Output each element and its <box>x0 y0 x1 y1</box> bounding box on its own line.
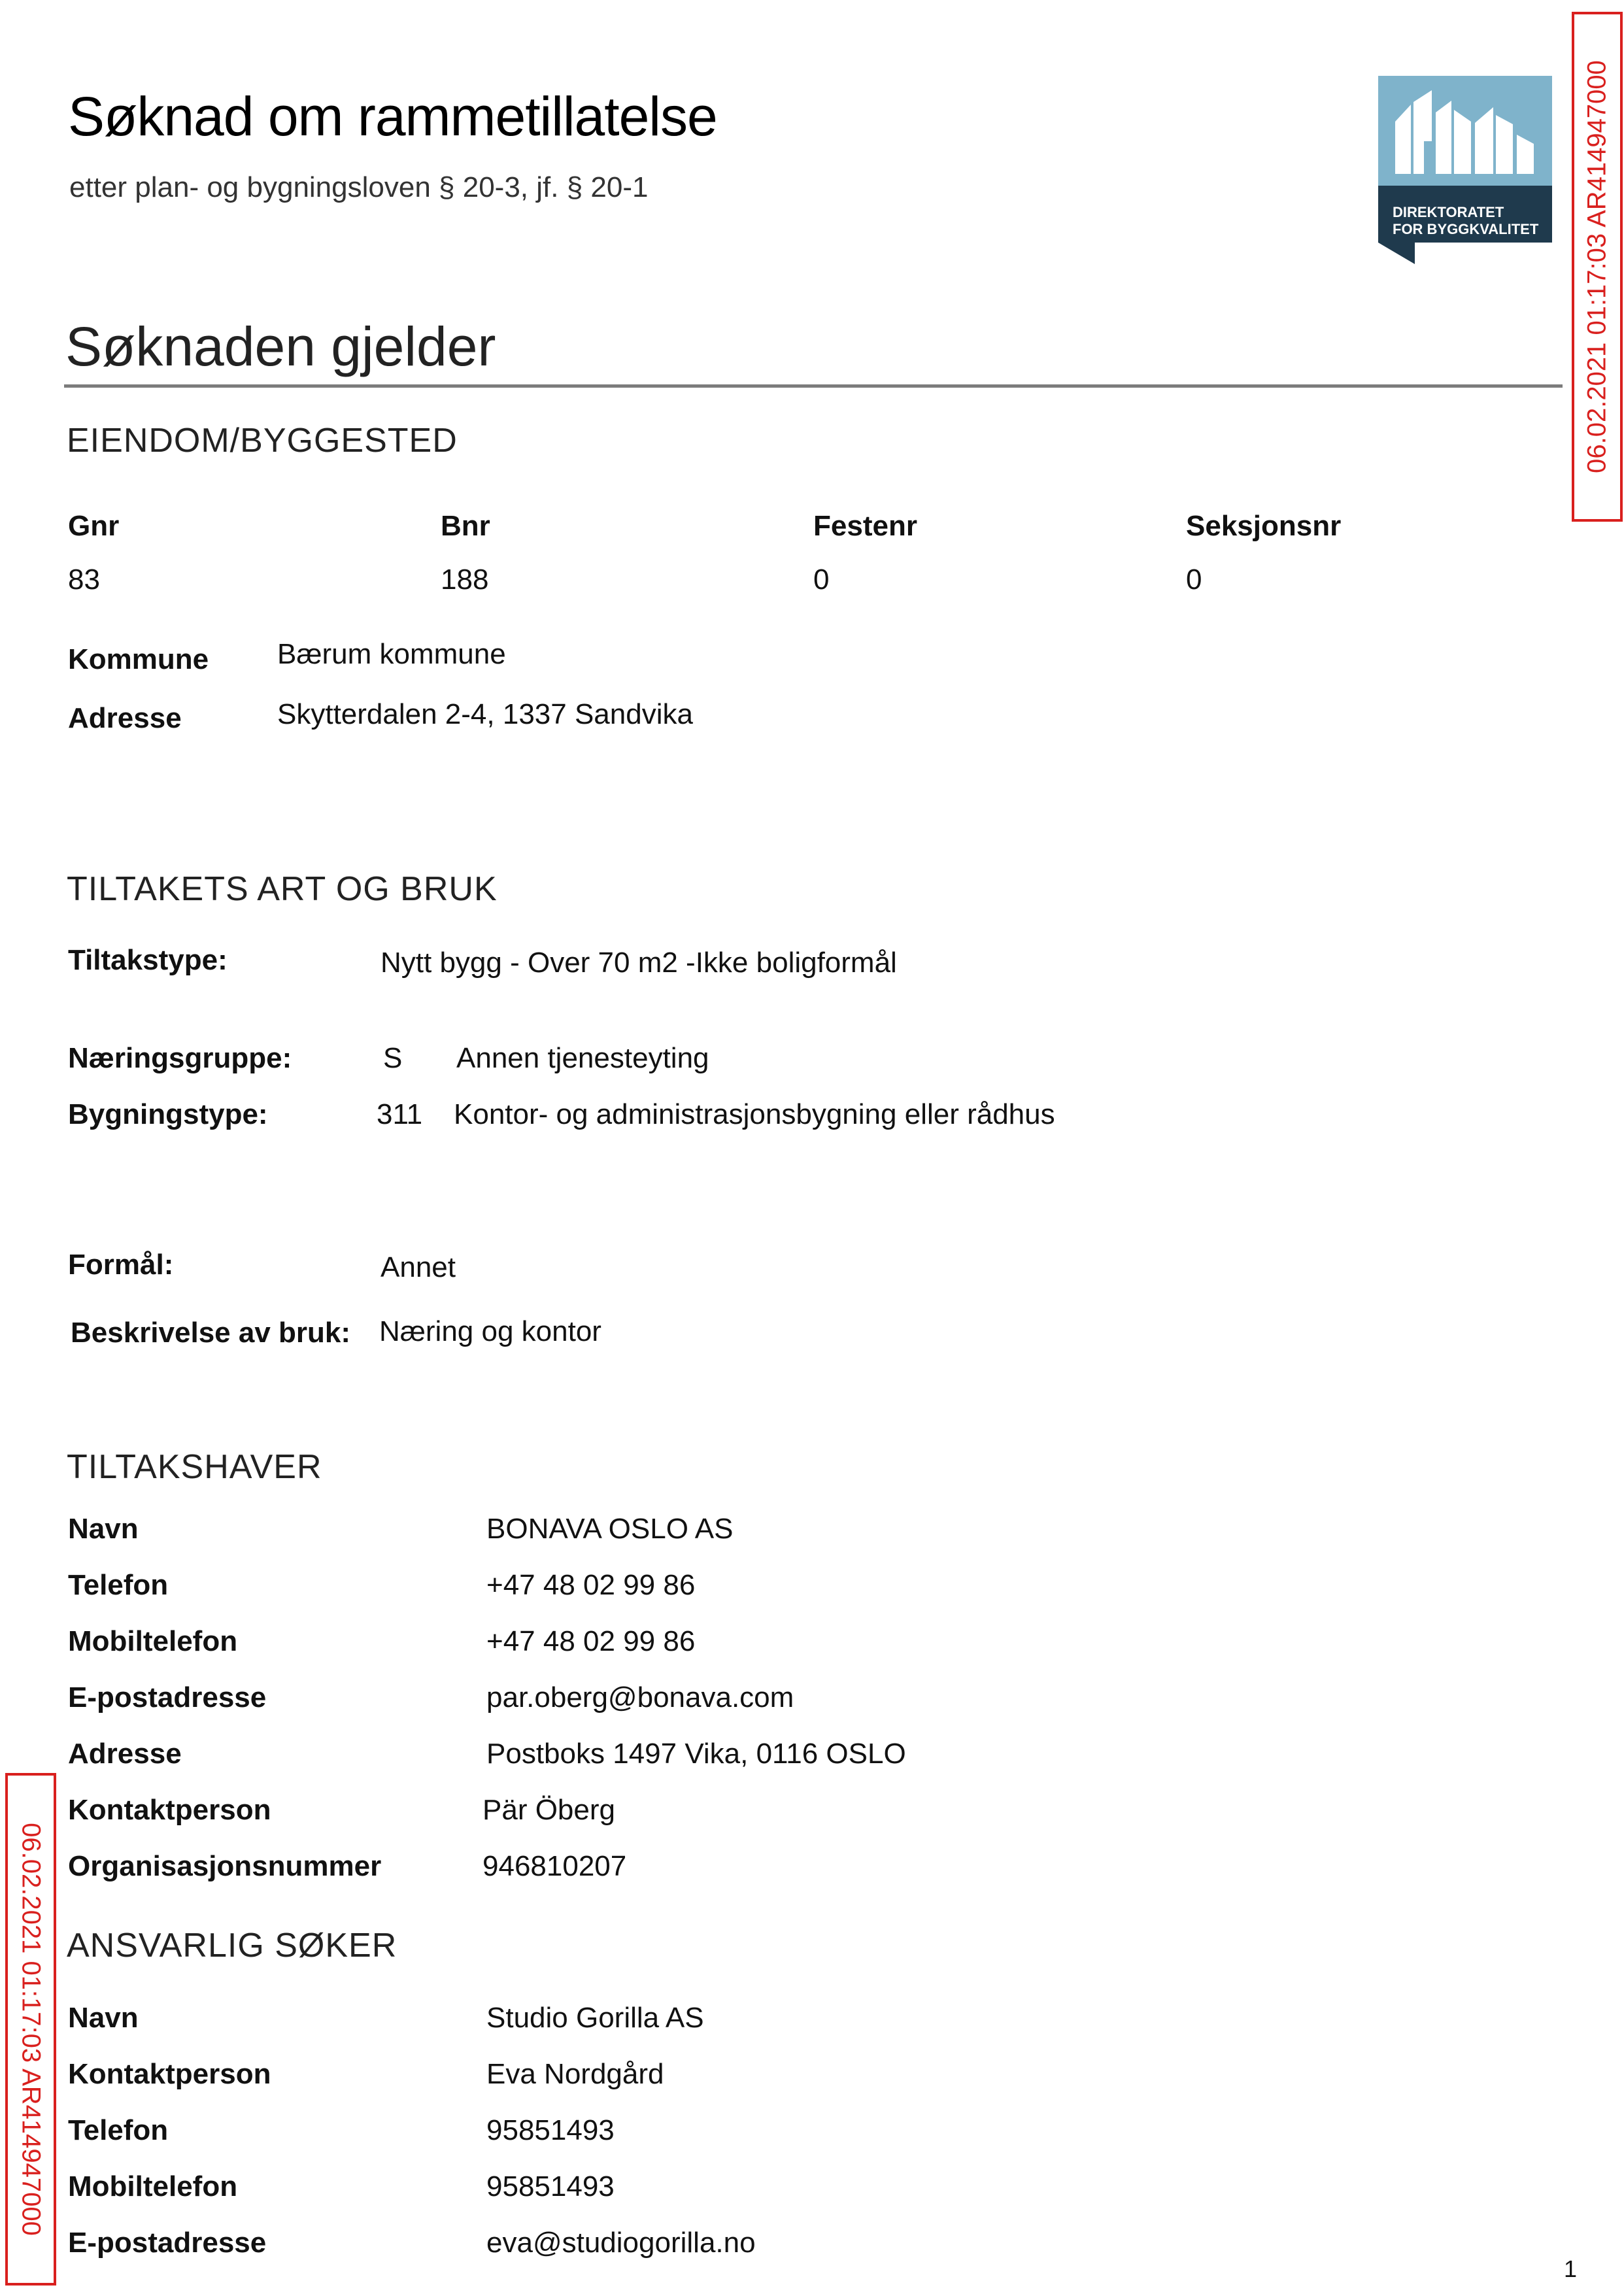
page-number: 1 <box>1564 2255 1578 2282</box>
bygningstype-code: 311 <box>377 1098 423 1130</box>
formal-label: Formål: <box>68 1249 174 1281</box>
adresse-value: Skytterdalen 2-4, 1337 Sandvika <box>277 698 693 730</box>
tiltakshaver-navn-label: Navn <box>68 1513 139 1545</box>
tiltakstype-label: Tiltakstype: <box>68 944 228 976</box>
soker-navn-value: Studio Gorilla AS <box>486 2002 704 2034</box>
soker-telefon-value: 95851493 <box>486 2114 615 2146</box>
bygningstype-value: Kontor- og administrasjonsbygning eller rådhus <box>454 1098 1055 1130</box>
stamp-text: 06.02.2021 01:17:03 AR414947000 <box>16 1823 46 2236</box>
tiltakshaver-kontaktperson-value: Pär Öberg <box>482 1794 615 1826</box>
soker-epost-label: E-postadresse <box>68 2227 267 2259</box>
adresse-label: Adresse <box>68 702 182 734</box>
received-stamp-top <box>1572 12 1623 522</box>
naeringsgruppe-label: Næringsgruppe: <box>68 1042 292 1074</box>
soker-telefon-label: Telefon <box>68 2114 169 2146</box>
dibk-logo <box>1378 76 1552 264</box>
tiltakshaver-orgnr-label: Organisasjonsnummer <box>68 1850 382 1882</box>
seksjonsnr-header: Seksjonsnr <box>1186 510 1342 542</box>
soker-kontaktperson-label: Kontaktperson <box>68 2058 271 2090</box>
tiltakshaver-orgnr-value: 946810207 <box>482 1850 627 1882</box>
formal-value: Annet <box>381 1251 456 1283</box>
logo-text-line2: FOR BYGGKVALITET <box>1393 221 1539 237</box>
naeringsgruppe-code: S <box>383 1042 403 1074</box>
soker-mobil-label: Mobiltelefon <box>68 2170 238 2202</box>
section-main-heading: Søknaden gjelder <box>65 316 496 377</box>
tiltakshaver-adresse-label: Adresse <box>68 1738 182 1770</box>
soker-navn-label: Navn <box>68 2002 139 2034</box>
naeringsgruppe-value: Annen tjenesteyting <box>456 1042 709 1074</box>
soker-epost-value: eva@studiogorilla.no <box>486 2227 756 2259</box>
stamp-text: 06.02.2021 01:17:03 AR414947000 <box>1582 60 1612 473</box>
beskrivelse-label: Beskrivelse av bruk: <box>71 1317 351 1349</box>
ansvarlig-soker-heading: ANSVARLIG SØKER <box>67 1927 398 1965</box>
festenr-value: 0 <box>813 564 830 596</box>
tiltakshaver-mobil-value: +47 48 02 99 86 <box>486 1625 696 1657</box>
document-title: Søknad om rammetillatelse <box>68 86 717 147</box>
tiltakshaver-telefon-label: Telefon <box>68 1569 169 1601</box>
seksjonsnr-value: 0 <box>1186 564 1202 596</box>
tiltakshaver-heading: TILTAKSHAVER <box>67 1448 322 1486</box>
kommune-label: Kommune <box>68 643 209 675</box>
bnr-header: Bnr <box>441 510 490 542</box>
tiltakshaver-epost-value: par.oberg@bonava.com <box>486 1681 794 1713</box>
tiltakshaver-mobil-label: Mobiltelefon <box>68 1625 238 1657</box>
soker-mobil-value: 95851493 <box>486 2170 615 2202</box>
document-subtitle: etter plan- og bygningsloven § 20-3, jf. § 20-1 <box>69 171 649 203</box>
tiltakshaver-navn-value: BONAVA OSLO AS <box>486 1513 734 1545</box>
kommune-value: Bærum kommune <box>277 638 506 670</box>
tiltakshaver-adresse-value: Postboks 1497 Vika, 0116 OSLO <box>486 1738 906 1770</box>
gnr-value: 83 <box>68 564 100 596</box>
tiltakshaver-kontaktperson-label: Kontaktperson <box>68 1794 271 1826</box>
bnr-value: 188 <box>441 564 489 596</box>
eiendom-heading: EIENDOM/BYGGESTED <box>67 422 458 460</box>
logo-text-line1: DIREKTORATET <box>1393 204 1504 220</box>
bygningstype-label: Bygningstype: <box>68 1098 268 1130</box>
beskrivelse-value: Næring og kontor <box>379 1315 601 1347</box>
tiltak-heading: TILTAKETS ART OG BRUK <box>67 870 498 908</box>
gnr-header: Gnr <box>68 510 120 542</box>
soker-kontaktperson-value: Eva Nordgård <box>486 2058 664 2090</box>
tiltakshaver-telefon-value: +47 48 02 99 86 <box>486 1569 696 1601</box>
heading-divider <box>64 384 1563 388</box>
tiltakstype-value: Nytt bygg - Over 70 m2 -Ikke boligformål <box>381 947 897 979</box>
received-stamp-bottom <box>5 1773 56 2286</box>
festenr-header: Festenr <box>813 510 917 542</box>
tiltakshaver-epost-label: E-postadresse <box>68 1681 267 1713</box>
